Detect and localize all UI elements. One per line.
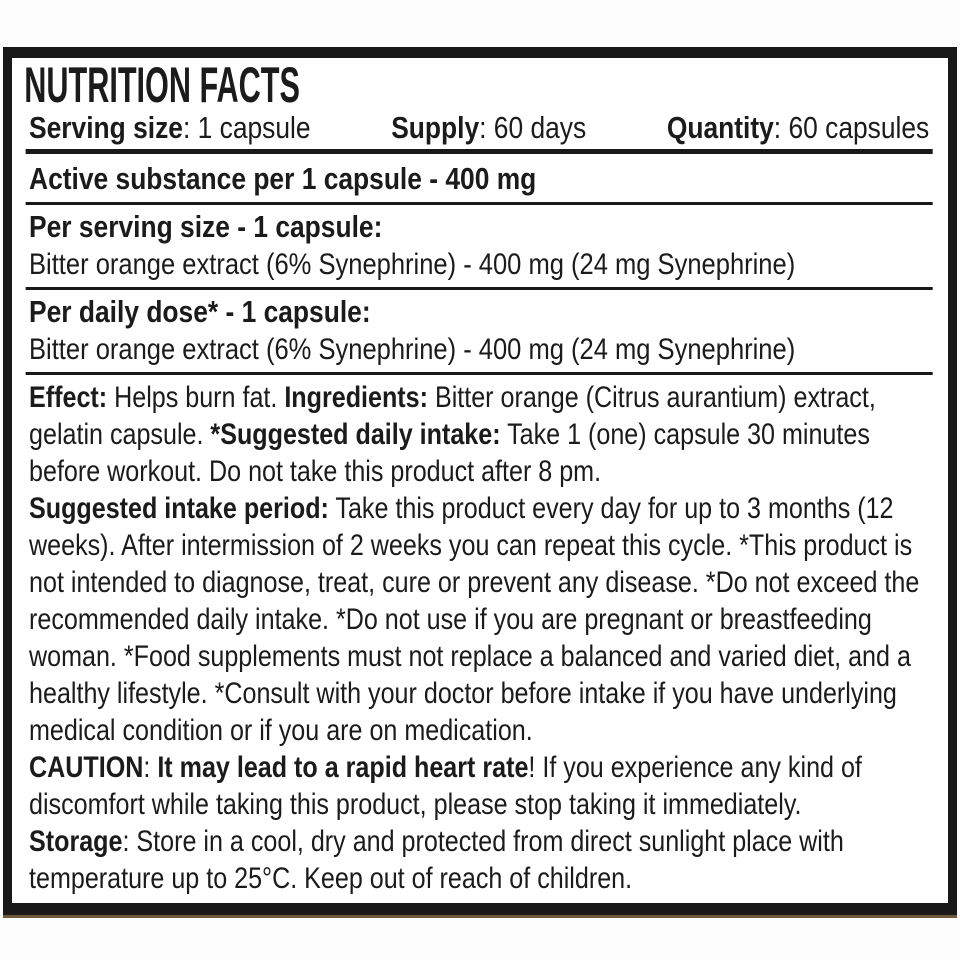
serving-summary-row (12, 110, 948, 149)
per-serving-section (12, 205, 948, 287)
per-daily-dose-body: Bitter orange extract (6% Synephrine) - 400 mg (24 mg Synephrine) (29, 333, 796, 366)
page-title: NUTRITION FACTS (24, 57, 300, 113)
caution-paragraph: CAUTION: It may lead to a rapid heart rate! If you experience any kind of discomfort while taking this product, please stop taking it immediately. (29, 751, 862, 821)
supply-fact (391, 110, 586, 146)
label-content (12, 57, 948, 903)
serving-size-fact (29, 110, 311, 146)
info-paragraphs (12, 375, 948, 903)
active-substance-row: Active substance per 1 capsule - 400 mg (29, 161, 537, 196)
serving-size-value: 1 capsule (197, 110, 311, 145)
quantity-separator: : (773, 110, 789, 145)
quantity-value: 60 capsules (788, 110, 930, 145)
effect-paragraph: Effect: Helps burn fat. Ingredients: Bitter orange (Citrus aurantium) extract, gelatin capsule. *Suggested daily intake: Take 1 (one) capsule 30 minutes before workout. Do not take this product after 8 pm. (29, 381, 876, 488)
per-daily-dose-section (12, 290, 948, 372)
storage-paragraph: Storage: Store in a cool, dry and protected from direct sunlight place with temperature up to 25°C. Keep out of reach of children. (29, 825, 844, 895)
serving-size-separator: : (182, 110, 198, 145)
per-daily-dose-heading: Per daily dose* - 1 capsule: (29, 294, 371, 329)
supply-label: Supply (391, 110, 480, 145)
quantity-label: Quantity (666, 110, 774, 145)
per-serving-body: Bitter orange extract (6% Synephrine) - 400 mg (24 mg Synephrine) (29, 248, 796, 281)
per-serving-heading: Per serving size - 1 capsule: (29, 209, 383, 244)
supply-value: 60 days (493, 110, 587, 145)
serving-size-label: Serving size (29, 110, 183, 145)
supply-separator: : (479, 110, 494, 145)
nutrition-label (3, 47, 957, 915)
intake-period-paragraph: Suggested intake period: Take this product every day for up to 3 months (12 weeks). After intermission of 2 weeks you can repeat this cycle. *This product is not intended to diagnose, treat, cure or prevent any disease. *Do not exceed the recommended daily intake. *Do not use if you are pregnant or breastfeeding woman. *Food supplements must not replace a balanced and varied diet, and a healthy lifestyle. *Consult with your doctor before intake if you have underlying medical condition or if you are on medication. (29, 492, 920, 747)
quantity-fact (667, 110, 929, 146)
